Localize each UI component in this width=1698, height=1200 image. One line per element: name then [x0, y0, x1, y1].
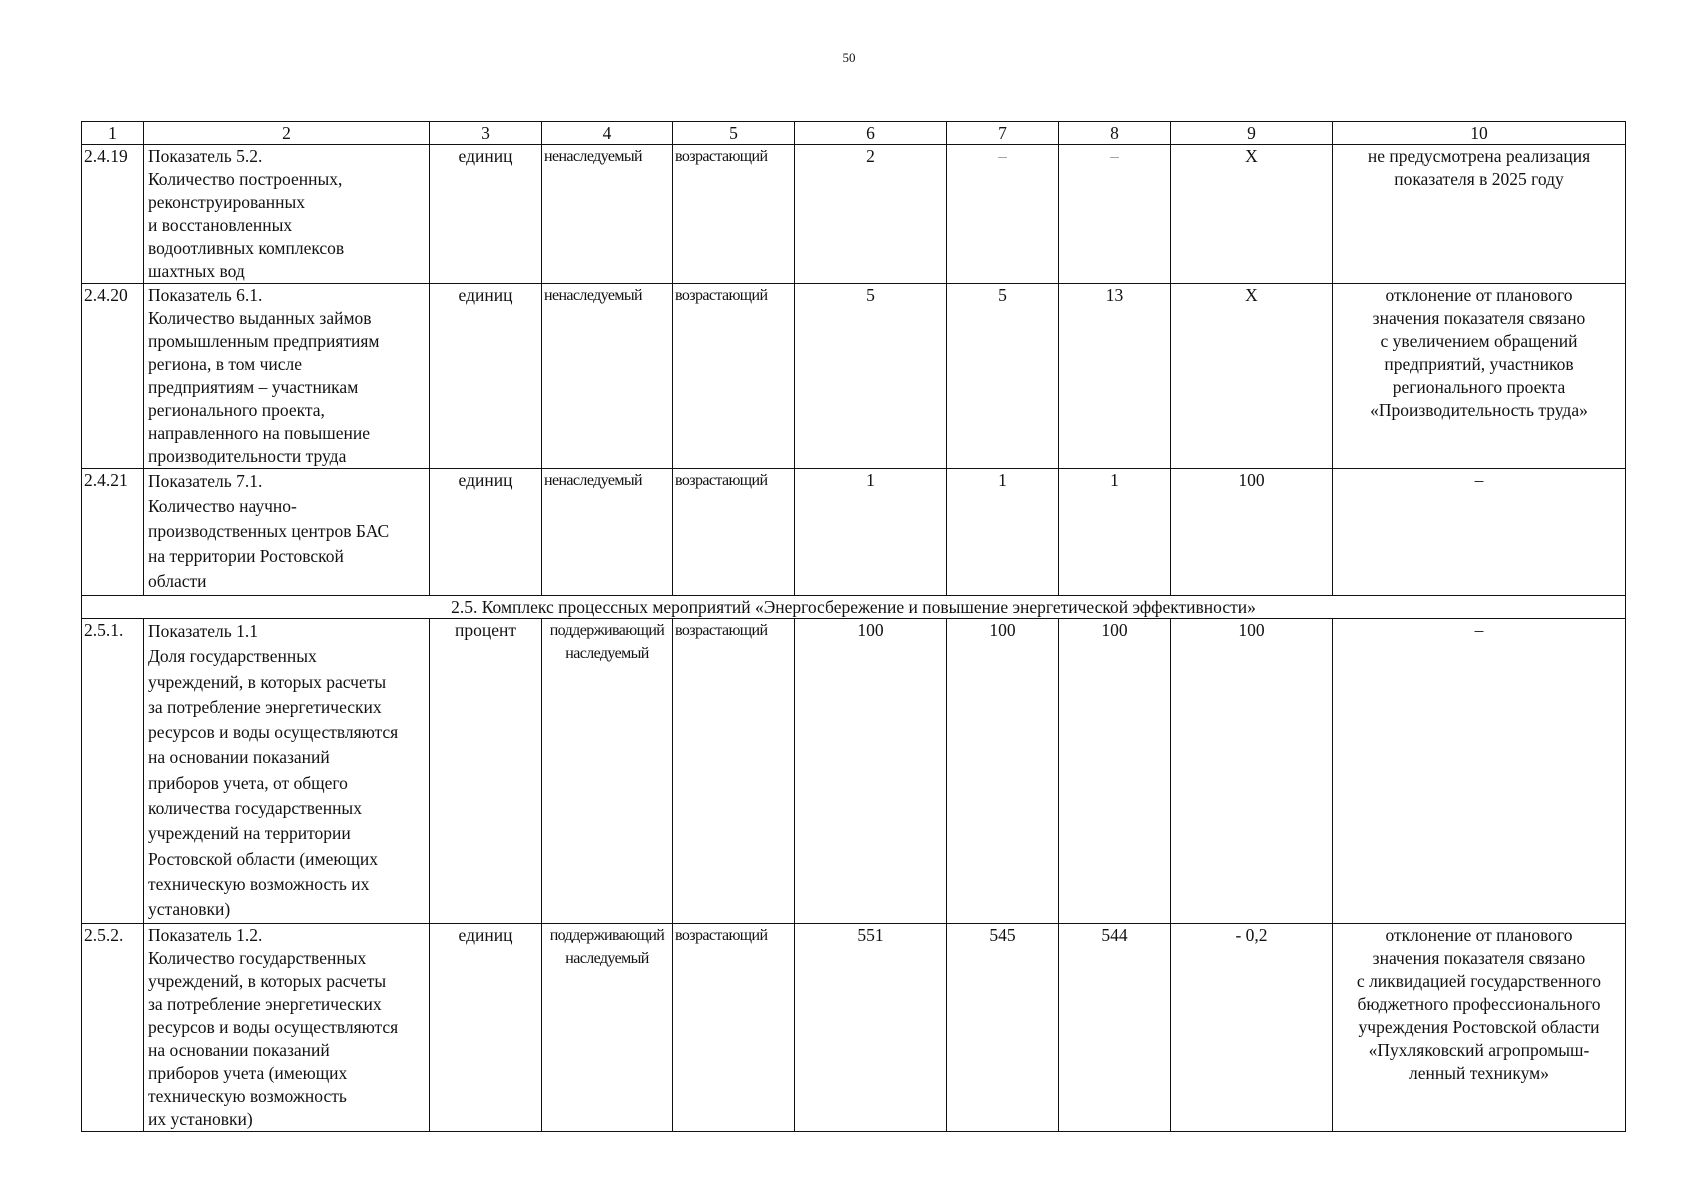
indicator-name: Показатель 5.2. Количество построенных, реконструированных и восстановленных водоотливных комплексов шахтных вод [144, 145, 430, 284]
trend-type: возрастающий [673, 145, 795, 284]
value-col8: 544 [1059, 924, 1171, 1132]
table-row [82, 924, 1626, 1132]
section-row [82, 596, 1626, 619]
row-code: 2.5.1. [82, 619, 144, 924]
value-col6: 551 [795, 924, 947, 1132]
note-cell: – [1333, 619, 1626, 924]
note-cell: отклонение от планового значения показателя связано с увеличением обращений предприятий, участников регионального проекта «Производительность труда» [1333, 284, 1626, 469]
value-col9: Х [1171, 284, 1333, 469]
trend-type: возрастающий [673, 469, 795, 596]
table-row [82, 284, 1626, 469]
value-col9: Х [1171, 145, 1333, 284]
unit-cell: единиц [430, 284, 542, 469]
row-code: 2.5.2. [82, 924, 144, 1132]
value-col9: - 0,2 [1171, 924, 1333, 1132]
col-header: 7 [947, 122, 1059, 145]
value-col9: 100 [1171, 619, 1333, 924]
col-header: 10 [1333, 122, 1626, 145]
inheritance-type: поддерживающий наследуемый [542, 619, 673, 924]
note-cell: отклонение от планового значения показателя связано с ликвидацией государственного бюджетного профессионального учреждения Ростовской области «Пухляковский агропромыш- ленный техникум» [1333, 924, 1626, 1132]
indicator-name: Показатель 1.1 Доля государственных учреждений, в которых расчеты за потребление энергетических ресурсов и воды осуществляются на основании показаний приборов учета, от общего количества государственных учреждений на территории Ростовской области (имеющих техническую возможность их установки) [144, 619, 430, 924]
value-col6: 5 [795, 284, 947, 469]
value-col6: 2 [795, 145, 947, 284]
inheritance-type: ненаследуемый [542, 284, 673, 469]
value-col7: 1 [947, 469, 1059, 596]
column-number-row [82, 122, 1626, 145]
unit-cell: единиц [430, 145, 542, 284]
indicator-name: Показатель 1.2. Количество государственных учреждений, в которых расчеты за потребление энергетических ресурсов и воды осуществляются на основании показаний приборов учета (имеющих техническую возможность их установки) [144, 924, 430, 1132]
note-cell: не предусмотрена реализация показателя в 2025 году [1333, 145, 1626, 284]
section-title: 2.5. Комплекс процессных мероприятий «Энергосбережение и повышение энергетической эффективности» [82, 596, 1626, 619]
col-header: 4 [542, 122, 673, 145]
col-header: 1 [82, 122, 144, 145]
unit-cell: единиц [430, 469, 542, 596]
value-col6: 1 [795, 469, 947, 596]
inheritance-type: ненаследуемый [542, 145, 673, 284]
note-cell: – [1333, 469, 1626, 596]
page-number: 50 [842, 50, 856, 65]
inheritance-type: ненаследуемый [542, 469, 673, 596]
table-row [82, 619, 1626, 924]
col-header: 2 [144, 122, 430, 145]
value-col8: – [1059, 145, 1171, 284]
col-header: 6 [795, 122, 947, 145]
unit-cell: единиц [430, 924, 542, 1132]
trend-type: возрастающий [673, 284, 795, 469]
value-col7: – [947, 145, 1059, 284]
value-col7: 100 [947, 619, 1059, 924]
value-col8: 1 [1059, 469, 1171, 596]
table-row [82, 469, 1626, 596]
col-header: 3 [430, 122, 542, 145]
value-col9: 100 [1171, 469, 1333, 596]
value-col7: 5 [947, 284, 1059, 469]
indicator-name: Показатель 6.1. Количество выданных займов промышленным предприятиям региона, в том числе предприятиям – участникам регионального проекта, направленного на повышение производительности труда [144, 284, 430, 469]
value-col6: 100 [795, 619, 947, 924]
trend-type: возрастающий [673, 924, 795, 1132]
col-header: 5 [673, 122, 795, 145]
indicators-table [81, 121, 1626, 1132]
unit-cell: процент [430, 619, 542, 924]
row-code: 2.4.20 [82, 284, 144, 469]
value-col8: 100 [1059, 619, 1171, 924]
col-header: 9 [1171, 122, 1333, 145]
table-row [82, 145, 1626, 284]
value-col8: 13 [1059, 284, 1171, 469]
col-header: 8 [1059, 122, 1171, 145]
indicator-name: Показатель 7.1. Количество научно- производственных центров БАС на территории Ростовской области [144, 469, 430, 596]
value-col7: 545 [947, 924, 1059, 1132]
row-code: 2.4.19 [82, 145, 144, 284]
row-code: 2.4.21 [82, 469, 144, 596]
inheritance-type: поддерживающий наследуемый [542, 924, 673, 1132]
trend-type: возрастающий [673, 619, 795, 924]
